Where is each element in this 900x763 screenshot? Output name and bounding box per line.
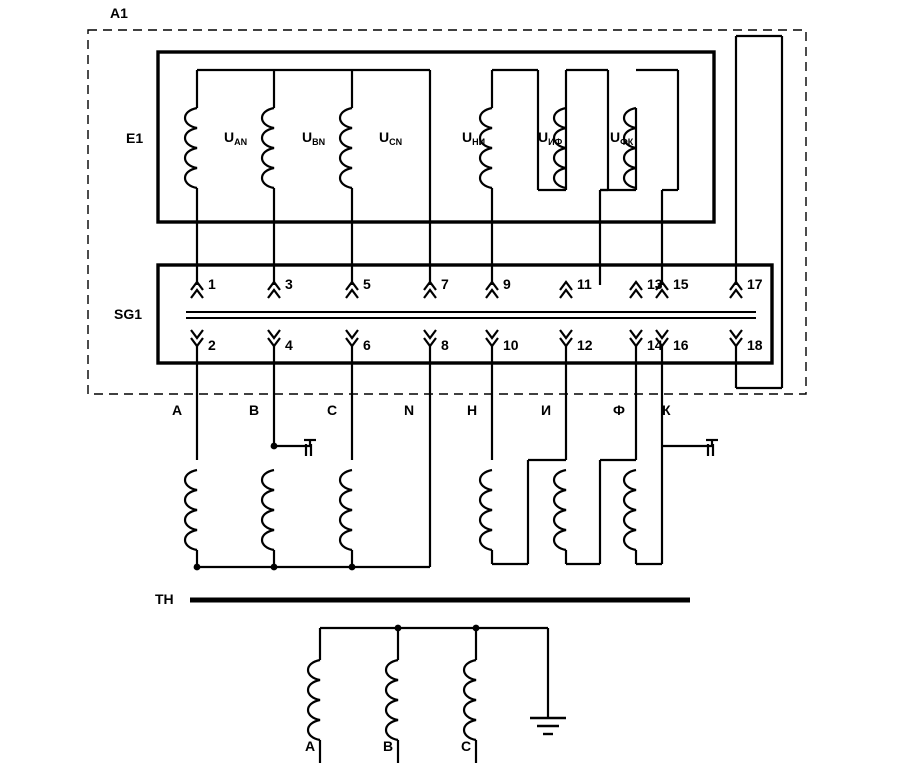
winding-sub: CN [389, 137, 403, 147]
earth-symbol-tn [530, 718, 566, 734]
winding-sub: BN [312, 137, 326, 147]
terminal-bottom-16: 16 [673, 337, 689, 353]
winding-name: U [379, 129, 390, 145]
phase-label-i: И [541, 402, 552, 418]
phase-label-f: Ф [613, 402, 625, 418]
junction-dots [194, 443, 480, 632]
winding-sub: AN [234, 137, 248, 147]
tn-wye-wiring [320, 628, 548, 763]
terminal-bottom-10: 10 [503, 337, 519, 353]
ground-symbol-b [274, 440, 316, 456]
terminal-top-5: 5 [363, 276, 371, 292]
sg1-bus [186, 312, 756, 318]
winding-name: U [610, 129, 621, 145]
terminal-bottom-6: 6 [363, 337, 371, 353]
terminal-top-11: 11 [577, 276, 592, 292]
winding-label-uan [224, 129, 248, 147]
winding-name: U [302, 129, 313, 145]
label-e1: E1 [126, 130, 144, 146]
terminal-bottom-4: 4 [285, 337, 293, 353]
phase-label-a: A [172, 402, 183, 418]
terminal-bottom-12: 12 [577, 337, 593, 353]
tn-phase-label-c: C [461, 738, 472, 754]
winding-label-uif [538, 129, 563, 147]
terminal-bottom-2: 2 [208, 337, 216, 353]
terminal-top-17: 17 [747, 276, 763, 292]
winding-label-ubn [302, 129, 326, 147]
terminal-bottom-18: 18 [747, 337, 763, 353]
phase-label-k: К [662, 402, 671, 418]
terminal-top-1: 1 [208, 276, 216, 292]
terminal-top-7: 7 [441, 276, 449, 292]
winding-label-ufk [610, 129, 634, 147]
label-a1: A1 [110, 5, 128, 21]
label-sg1: SG1 [114, 306, 143, 322]
terminal-bottom-14: 14 [647, 337, 663, 353]
lower-coil-wiring [185, 446, 662, 567]
e1-internal-wiring [197, 70, 678, 285]
phase-label-h: Н [467, 402, 478, 418]
winding-label-uni [462, 129, 486, 147]
ground-symbol-k [662, 440, 718, 456]
winding-name: U [462, 129, 473, 145]
right-bypass-wires [736, 36, 782, 388]
tn-phase-label-a: A [305, 738, 316, 754]
tn-phase-label-b: B [383, 738, 394, 754]
terminal-top-3: 3 [285, 276, 293, 292]
winding-name: U [224, 129, 235, 145]
winding-sub: НИ [472, 137, 486, 147]
phase-label-c: C [327, 402, 338, 418]
terminal-top-9: 9 [503, 276, 511, 292]
winding-sub: ИФ [548, 137, 563, 147]
winding-name: U [538, 129, 549, 145]
terminal-bottom-8: 8 [441, 337, 449, 353]
winding-label-ucn [379, 129, 403, 147]
e1-coils [185, 108, 636, 188]
phase-label-n: N [404, 402, 415, 418]
winding-sub: ФК [620, 137, 634, 147]
terminal-top-15: 15 [673, 276, 689, 292]
label-tn: TH [155, 591, 174, 607]
phase-label-b: B [249, 402, 260, 418]
tn-coils [308, 660, 476, 740]
terminal-top-13: 13 [647, 276, 663, 292]
